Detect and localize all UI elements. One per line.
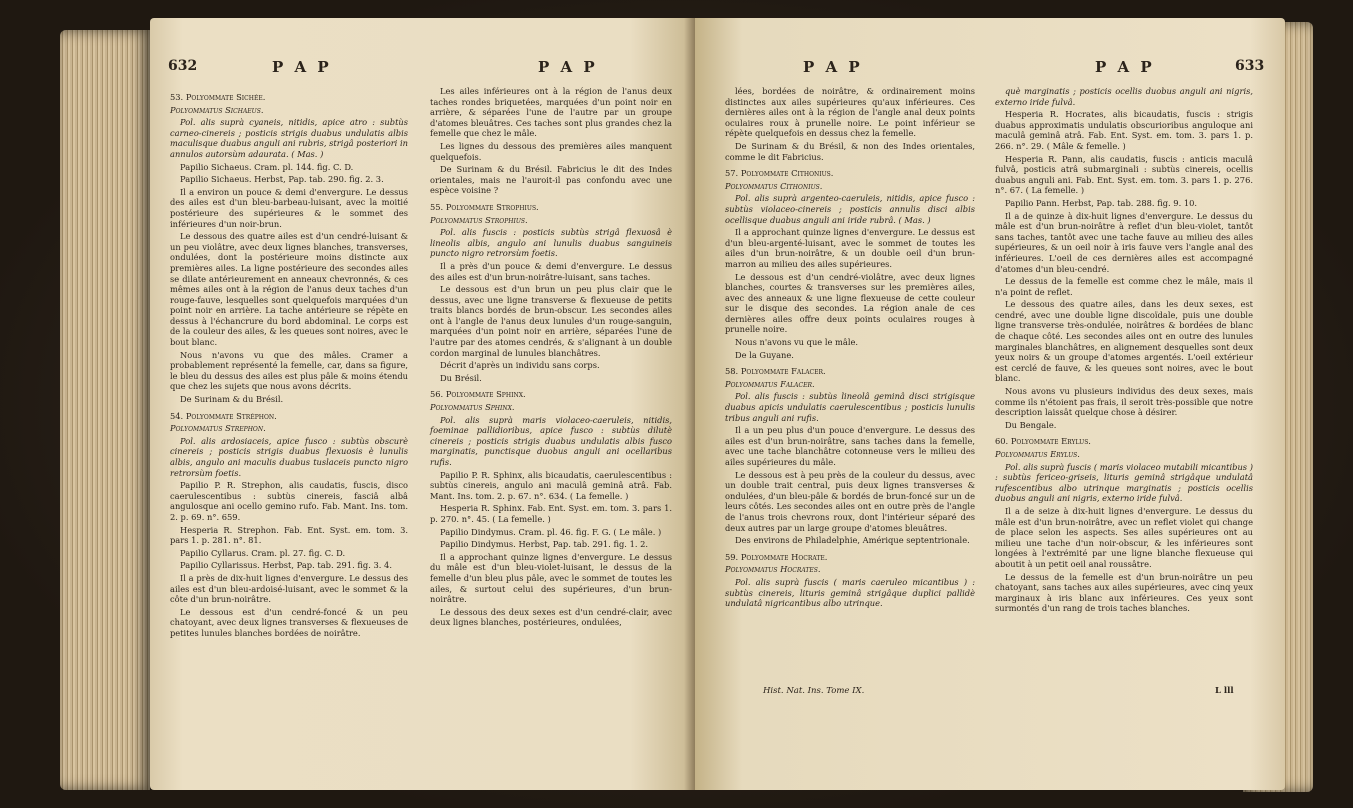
latin-diagnosis: Pol. alis suprà cyaneis, nitidis, apice atro : subtùs carneo-cinereis ; posticis strigis duabus undulatis albis maculisque duabus anguli ani rubris, strigâ posteriori in annulos autorsùm adaurata. ( Mas. ) [170,117,408,159]
paragraph: Il a un peu plus d'un pouce d'envergure. Le dessus des ailes est d'un brun-noirâtre, sans taches dans la femelle, avec une tache blanchâtre cotonneuse vers le milieu des ailes supérieures du mâle. [725,425,975,467]
latin-diagnosis: Pol. alis suprà fuscis ( maris caeruleo micantibus ) : subtùs cinereis, lituris geminâ strigâque duplici pallidè undulatâ nigricantibus albo utrinque. [725,576,975,609]
left-running-head-2: P A P [538,58,598,76]
paragraph: Papilio Dindymus. Herbst, Pap. tab. 291. fig. 1. 2. [440,539,649,550]
paragraph: Papilio P. R. Strephon, alis caudatis, fuscis, disco caerulescentibus : subtùs cinereis, fasciâ albâ angulosque ani ocello gemino rufo. Fab. Mant. Ins. tom. 2. p. 69. n°. 659. [170,480,408,522]
right-running-head-2: P A P [1095,58,1155,76]
paragraph: Papilio Pann. Herbst, Pap. tab. 288. fig. 9. 10. [1005,197,1198,208]
left-column-2 [430,86,672,630]
paragraph: De la Guyane. [735,349,794,360]
left-running-head-1: P A P [272,58,332,76]
paragraph: De Surinam & du Brésil. [180,394,284,405]
latin-diagnosis: Pol. alis suprà fuscis ( maris violaceo mutabili micantibus ) : subtùs fericeo-griseis, lituris geminâ strigâque undulatâ rufescentibus albo utrinque marginatis ; posticis ocellis duobus anguli ani nigris, externo iride fulvâ. [995,461,1253,504]
paragraph: Papilio Cyllarus. Cram. pl. 27. fig. C. D. [180,547,346,558]
latin-name: Polyommatus Hocrates. [725,564,821,575]
signature-mark: L lll [1215,686,1234,696]
latin-diagnosis: Pol. alis fuscis : posticis subtùs strigâ flexuosâ è lineolis albis, angulo ani lunulis duabus sanguineis puncto nigro retrorsùm foetis. [430,227,672,259]
paragraph: Papilio P. R. Sphinx, alis bicaudatis, caerulescentibus : subtùs cinereis, angulo ani maculâ geminâ atrâ. Fab. Mant. Ins. tom. 2. p. 67. n°. 634. ( La femelle. ) [430,469,672,501]
left-page-edges [60,30,150,790]
paragraph: Des environs de Philadelphie, Amérique septentrionale. [735,535,970,546]
right-page [695,18,1285,790]
paragraph: Il a près d'un pouce & demi d'envergure. Le dessus des ailes est d'un brun-noirâtre-luisant, sans taches. [430,260,672,282]
paragraph: Hesperia R. Strephon. Fab. Ent. Syst. em. tom. 3. pars 1. p. 281. n°. 81. [170,524,408,546]
paragraph: Hesperia R. Pann, alis caudatis, fuscis : anticis maculâ fulvâ, posticis atrâ submarginali : subtùs cinereis, ocellis duabus anguli ani. Fab. Ent. Syst. em. tom. 3. pars 1. p. 276. n°. 67. ( La femelle. ) [995,153,1253,196]
latin-diagnosis: Pol. alis fuscis : subtùs lineolâ geminâ disci strigisque duabus apicis undulatis caerulescentibus ; posticis lunulis tribus anguli ani rufis. [725,391,975,423]
latin-name: Polyommatus Cithonius. [725,180,823,191]
paragraph: Papilio Cyllarissus. Herbst, Pap. tab. 291. fig. 3. 4. [180,560,392,571]
paragraph: Papilio Dindymus. Cram. pl. 46. fig. F. G. ( Le mâle. ) [440,526,662,537]
species-heading: 55. Polyommate Strophius. [430,201,539,212]
latin-name: Polyommatus Erylus. [995,449,1080,459]
paragraph: Le dessus de la femelle est d'un brun-noirâtre un peu chatoyant, sans taches aux ailes supérieures, avec cinq yeux marginaux à iris blanc aux inférieures. Ces yeux sont surmontés d'un rang de trois taches blanches. [995,571,1253,614]
left-page-number: 632 [168,58,198,74]
left-column-1 [170,86,408,641]
paragraph: Le dessous est d'un cendré-violâtre, avec deux lignes blanches, courtes & transverses sur les premières ailes, avec des anneaux & une ligne flexueuse de cette couleur sur le disque des secondes. La région anale de ces dernières ailes offre deux points oculaires rouges à prunelle noire. [725,271,975,335]
species-heading: 58. Polyommate Falacer. [725,366,826,377]
right-column-2 [995,86,1253,616]
paragraph: De Surinam & du Brésil. Fabricius le dit des Indes orientales, mais ne l'auroit-il pas confondu avec une espèce voisine ? [430,164,672,196]
paragraph: Nous n'avons vu que des mâles. Cramer a probablement représenté la femelle, car, dans sa figure, le bleu du dessus des ailes est plus pâle & moins étendu que chez les sujets que nous avons décrits. [170,349,408,392]
left-page [150,18,695,790]
paragraph: Il a de quinze à dix-huit lignes d'envergure. Le dessus du mâle est d'un brun-noirâtre à reflet d'un bleu-violet, tantôt sans taches, tantôt avec une tache fauve au milieu des ailes supérieures, & un oeil noir à iris fauve vers l'angle anal des inférieures. L'oeil de ces dernières ailes est accompagné d'atomes d'un bleu-cendré. [995,210,1253,274]
latin-diagnosis: què marginatis ; posticis ocellis duobus anguli ani nigris, externo iride fulvâ. [995,86,1253,107]
species-heading: 54. Polyommate Stréphon. [170,410,277,421]
species-heading: 59. Polyommate Hocrate. [725,551,828,562]
paragraph: Le dessous est d'un brun un peu plus clair que le dessus, avec une ligne transverse & flexueuse de petits traits blancs bordés de brun-obscur. Les secondes ailes ont à l'angle de l'anus deux lunules d'un rouge-sanguin, marquées d'un point noir en arrière, séparées l'une de l'autre par des atomes cendrés, & s'alignant à un double cordon marginal de lunules blanchâtres. [430,284,672,358]
paragraph: Hesperia R. Hocrates, alis bicaudatis, fuscis : strigis duabus approximatis undulatis obscurioribus anguloque ani maculâ geminâ atrâ. Fab. Ent. Syst. em. tom. 3. pars 1. p. 266. n°. 29. ( Mâle & femelle. ) [995,109,1253,151]
paragraph: Les lignes du dessous des premières ailes manquent quelquefois. [430,140,672,162]
paragraph: Hesperia R. Sphinx. Fab. Ent. Syst. em. tom. 3. pars 1. p. 270. n°. 45. ( La femelle. ) [430,503,672,524]
paragraph: Nous n'avons vu que le mâle. [735,337,859,348]
paragraph: Il a approchant quinze lignes d'envergure. Le dessus est d'un bleu-argenté-luisant, avec le sommet de toutes les ailes d'un brun-noirâtre, & un double oeil d'un brun-marron au milieu des ailes supérieures. [725,227,975,269]
species-heading: 57. Polyommate Cithonius. [725,168,834,179]
paragraph: Le dessous des quatre ailes est d'un cendré-luisant & un peu violâtre, avec deux lignes blanches, transverses, ondulées, dont la postérieure moins distincte aux premières ailes. La ligne postérieure des secondes ailes se dilate antérieurement en anneaux chevronnés, & ces mêmes ailes ont à la région de l'anus deux taches d'un rouge-fauve, lesquelles sont quelquefois marquées d'un point noir en arrière. La tache antérieure se répète en dessus à l'échancrure du bord abdominal. Le corps est de la couleur des ailes, & les queues sont noires, avec le bout blanc. [170,231,408,348]
footer-title: Hist. Nat. Ins. Tome IX. [763,686,865,696]
paragraph: Il a approchant quinze lignes d'envergure. Le dessus du mâle est d'un bleu-violet-luisant, le dessus de la femelle d'un bleu plus pâle, avec le sommet de toutes les ailes, & surtout celui des supérieures, d'un brun-noirâtre. [430,551,672,605]
latin-name: Polyommatus Strophius. [430,214,528,225]
paragraph: Du Brésil. [440,372,482,383]
right-column-1 [725,86,975,611]
latin-diagnosis: Pol. alis suprà argenteo-caeruleis, nitidis, apice fusco : subtùs violaceo-cinereis ; posticis annulis disci albis ocellisque duabus anguli ani iride rubrâ. ( Mas. ) [725,193,975,225]
species-heading: 60. Polyommate Erylus. [995,436,1091,447]
paragraph: Papilio Sichaeus. Cram. pl. 144. fig. C. D. [180,161,354,172]
latin-name: Polyommatus Falacer. [725,378,815,389]
paragraph: Du Bengale. [1005,419,1057,430]
paragraph: De Surinam & du Brésil, & non des Indes orientales, comme le dit Fabricius. [725,140,975,162]
right-running-head-1: P A P [803,58,863,76]
paragraph: Le dessus de la femelle est comme chez le mâle, mais il n'a point de reflet. [995,276,1253,297]
paragraph: Papilio Sichaeus. Herbst, Pap. tab. 290. fig. 2. 3. [180,174,384,185]
paragraph: Il a environ un pouce & demi d'envergure. Le dessus des ailes est d'un bleu-barbeau-luisant, avec la moitié postérieure des supérieures & le sommet des inférieures d'un noir-brun. [170,186,408,229]
paragraph: Décrit d'après un individu sans corps. [440,360,600,371]
paragraph: Nous avons vu plusieurs individus des deux sexes, mais comme ils n'étoient pas frais, il seroit très-possible que notre description laissât quelque chose à désirer. [995,386,1253,418]
paragraph: Il a de seize à dix-huit lignes d'envergure. Le dessus du mâle est d'un brun-noirâtre, avec un reflet violet qui change de place selon les aspects. Ses ailes supérieures ont au milieu une tache d'un noir-obscur, & les inférieures sont longées à l'extrémité par une ligne blanche flexueuse qui aboutit à un petit oeil anal roussâtre. [995,505,1253,569]
latin-name: Polyommatus Sichaeus. [170,104,264,115]
paragraph: Les ailes inférieures ont à la région de l'anus deux taches rondes briquetées, marquées d'un point noir en arrière, & séparées l'une de l'autre par un groupe d'atomes bleuâtres. Ces taches sont plus grandes chez la femelle que chez le mâle. [430,86,672,139]
paragraph: Il a près de dix-huit lignes d'envergure. Le dessus des ailes est d'un bleu-ardoisé-luisant, avec le sommet & la côte d'un brun-noirâtre. [170,572,408,605]
latin-name: Polyommatus Sphinx. [430,402,515,413]
species-heading: 53. Polyommate Sichée. [170,92,266,102]
paragraph: Le dessous des quatre ailes, dans les deux sexes, est cendré, avec une double ligne discoïdale, puis une double ligne transverse très-ondulée, noirâtres & bordées de blanc de chaque côté. Les secondes ailes ont en outre des lunules marginales blanchâtres, en alignement desquelles sont deux yeux noirs & un groupe d'atomes argentés. L'oeil extérieur est cerclé de fauve, & les queues sont noires, avec le bout blanc. [995,299,1253,384]
paragraph: lées, bordées de noirâtre, & ordinairement moins distinctes aux ailes supérieures qu'aux inférieures. Ces dernières ailes ont à la région de l'angle anal deux points oculaires roux à prunelle noire. Le point inférieur se répète quelquefois en dessus chez la femelle. [725,86,975,139]
right-page-number: 633 [1235,58,1265,74]
species-heading: 56. Polyommate Sphinx. [430,389,526,400]
paragraph: Le dessous des deux sexes est d'un cendré-clair, avec deux lignes blanches, postérieures, ondulées, [430,606,672,628]
latin-diagnosis: Pol. alis ardosiaceis, apice fusco : subtùs obscurè cinereis ; posticis strigis duabus flexuosis è lunulis albis, angulo ani maculis duabus tuslaceis puncto nigro retrorsùm foetis. [170,435,408,478]
paragraph: Le dessous est d'un cendré-foncé & un peu chatoyant, avec deux lignes transverses & flexueuses de petites lunules blanches bordées de noirâtre. [170,606,408,638]
latin-name: Polyommatus Strephon. [170,423,266,434]
latin-diagnosis: Pol. alis suprà maris violaceo-caeruleis, nitidis, foeminae pallidioribus, apice fusco : subtùs dilutè cinereis ; posticis strigis duabus undulatis albis fusco marginatis, punctisque duobus anguli ani ocellaribus rufis. [430,414,672,467]
paragraph: Le dessous est à peu près de la couleur du dessus, avec un double trait central, puis deux lignes transverses & ondulées, d'un bleu-pâle & bordés de brun-foncé sur un de leurs côtés. Les secondes ailes ont en outre près de l'angle de l'anus trois chevrons roux, dont l'intérieur séparé des deux autres par un large groupe d'atomes bleuâtres. [725,469,975,533]
